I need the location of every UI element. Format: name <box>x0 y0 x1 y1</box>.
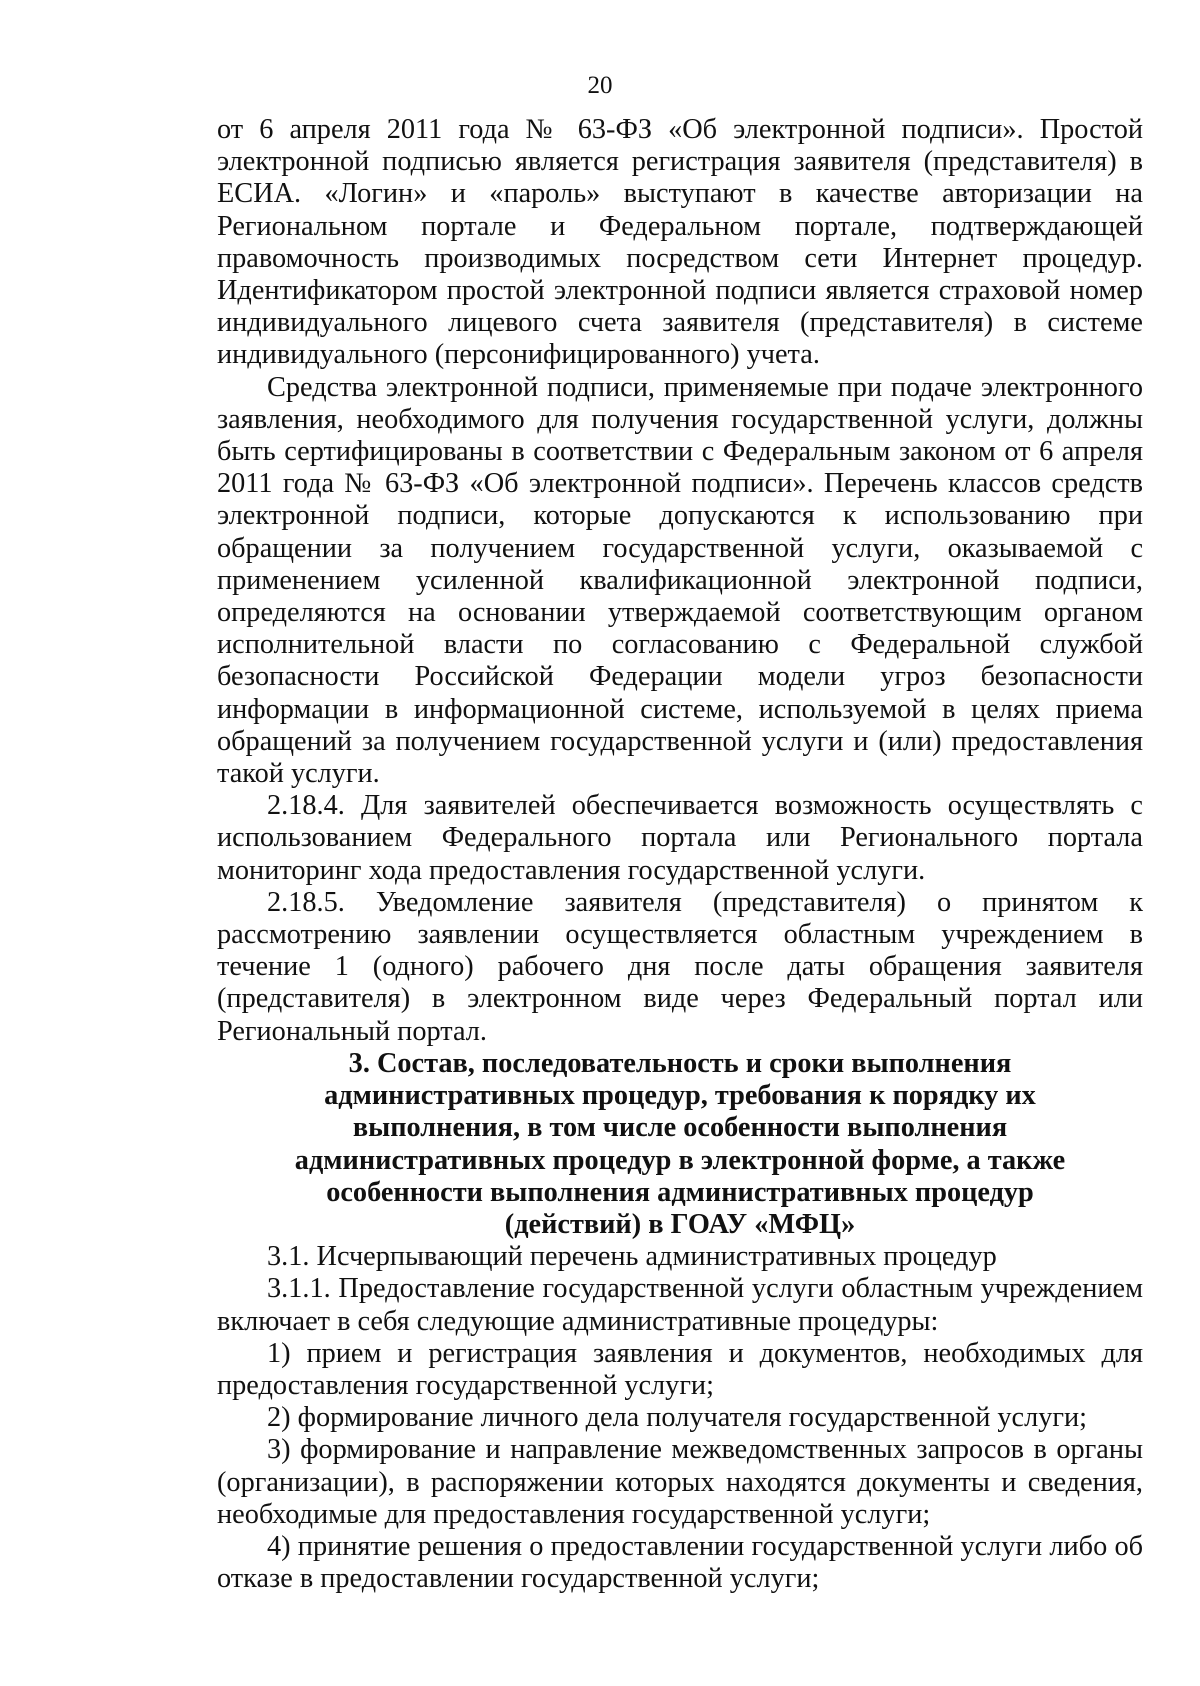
list-item-procedure-2: 2) формирование личного дела получателя государственной услуги; <box>267 1402 1088 1434</box>
paragraph-2-18-5: 2.18.5. Уведомление заявителя (представителя) о принятом к рассмотрению заявлении осуществляется областным учреждением в течение 1 (одного) рабочего дня после даты обращения заявителя (представителя) в электронном виде через Федеральный портал или Региональный портал. <box>217 886 1143 1047</box>
paragraph-3-1-1: 3.1.1. Предоставление государственной услуги областным учреждением включает в себя следующие административные процедуры: <box>217 1273 1143 1337</box>
list-item-procedure-1: 1) прием и регистрация заявления и документов, необходимых для предоставления государственной услуги; <box>217 1337 1143 1401</box>
list-item-procedure-4: 4) принятие решения о предоставлении государственной услуги либо об отказе в предоставлении государственной услуги; <box>217 1530 1143 1595</box>
paragraph-3-1: 3.1. Исчерпывающий перечень административных процедур <box>267 1241 997 1273</box>
paragraph-signature-tools: Средства электронной подписи, применяемые при подаче электронного заявления, необходимого для получения государственной услуги, должны быть сертифицированы в соответствии с Федеральным законом от 6 апреля 2011 года № 63-ФЗ «Об электронной подписи». Перечень классов средств электронной подписи, которые допускаются к использованию при обращении за получением государственной услуги, оказываемой с применением усиленной квалификационной электронной подписи, определяются на основании утверждаемой соответствующим органом исполнительной власти по согласованию с Федеральной службой безопасности Российской Федерации модели угроз безопасности информации в информационной системе, используемой в целях приема обращений за получением государственной услуги и (или) предоставления такой услуги. <box>217 371 1143 790</box>
section-3-heading: 3. Состав, последовательность и сроки выполнения административных процедур, требования к порядку их выполнения, в том числе особенности выполнения административных процедур в электронной форме, а также особенности выполнения административных процедур (действий) в ГОАУ «МФЦ» <box>294 1047 1066 1240</box>
paragraph-electronic-signature-continuation: от 6 апреля 2011 года № 63-ФЗ «Об электронной подписи». Простой электронной подписью является регистрация заявителя (представителя) в ЕСИА. «Логин» и «пароль» выступают в качестве авторизации на Региональном портале и Федеральном портале, подтверждающей правомочность производимых посредством сети Интернет процедур. Идентификатором простой электронной подписи является страховой номер индивидуального лицевого счета заявителя (представителя) в системе индивидуального (персонифицированного) учета. <box>217 114 1143 371</box>
list-item-procedure-3: 3) формирование и направление межведомственных запросов в органы (организации), в распоряжении которых находятся документы и сведения, необходимые для предоставления государственной услуги; <box>217 1434 1143 1530</box>
document-body <box>217 114 1143 1595</box>
page-number: 20 <box>587 72 613 99</box>
paragraph-2-18-4: 2.18.4. Для заявителей обеспечивается возможность осуществлять с использованием Федерального портала или Регионального портала мониторинг хода предоставления государственной услуги. <box>217 790 1143 886</box>
